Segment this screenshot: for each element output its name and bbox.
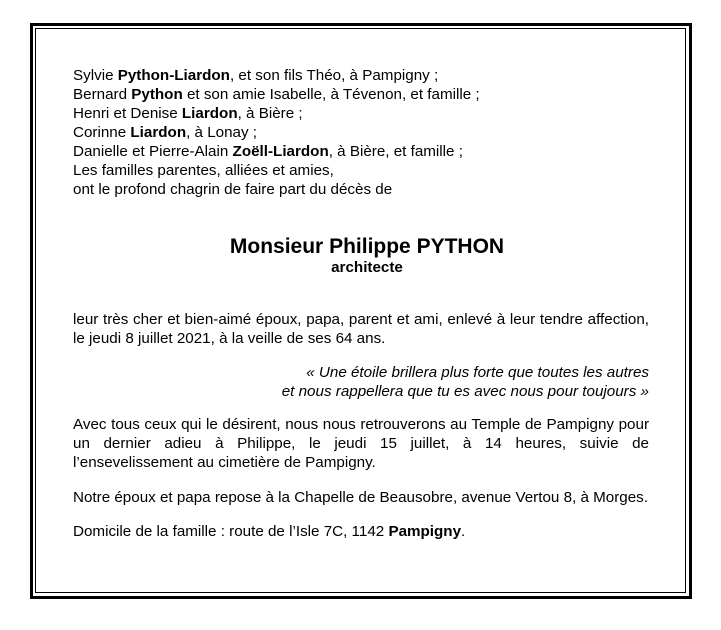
deceased-heading	[73, 235, 649, 277]
obituary-notice	[73, 66, 649, 541]
quote-line: et nous rappellera que tu es avec nous pour toujours »	[281, 383, 649, 400]
family-line: ont le profond chagrin de faire part du décès de	[73, 181, 393, 198]
family-line: Sylvie Python-Liardon, et son fils Théo, à Pampigny ;	[73, 67, 439, 84]
deceased-name: Monsieur Philippe PYTHON	[229, 235, 505, 258]
family-line: Corinne Liardon, à Lonay ;	[73, 124, 258, 141]
announcement-paragraph: leur très cher et bien-aimé époux, papa, parent et ami, enlevé à leur tendre affection, le jeudi 8 juillet 2021, à la veille de ses 64 ans.	[73, 311, 649, 347]
family-line: Henri et Denise Liardon, à Bière ;	[73, 105, 303, 122]
ceremony-paragraph: Avec tous ceux qui le désirent, nous nous retrouverons au Temple de Pampigny pour un dernier adieu à Philippe, le jeudi 15 juillet, à 14 heures, suivie de l’ensevelissement au cimetière de Pampigny.	[73, 416, 649, 471]
domicile-paragraph: Domicile de la famille : route de l’Isle 7C, 1142 Pampigny.	[73, 523, 466, 540]
quote-line: « Une étoile brillera plus forte que toutes les autres	[306, 364, 649, 381]
family-line: Danielle et Pierre-Alain Zoëll-Liardon, à Bière, et famille ;	[73, 143, 463, 160]
family-line: Les familles parentes, alliées et amies,	[73, 162, 334, 179]
deceased-profession: architecte	[331, 259, 403, 276]
memorial-quote	[73, 363, 649, 401]
rest-paragraph: Notre époux et papa repose à la Chapelle de Beausobre, avenue Vertou 8, à Morges.	[73, 489, 648, 506]
family-line: Bernard Python et son amie Isabelle, à Tévenon, et famille ;	[73, 86, 480, 103]
family-list	[73, 66, 649, 199]
